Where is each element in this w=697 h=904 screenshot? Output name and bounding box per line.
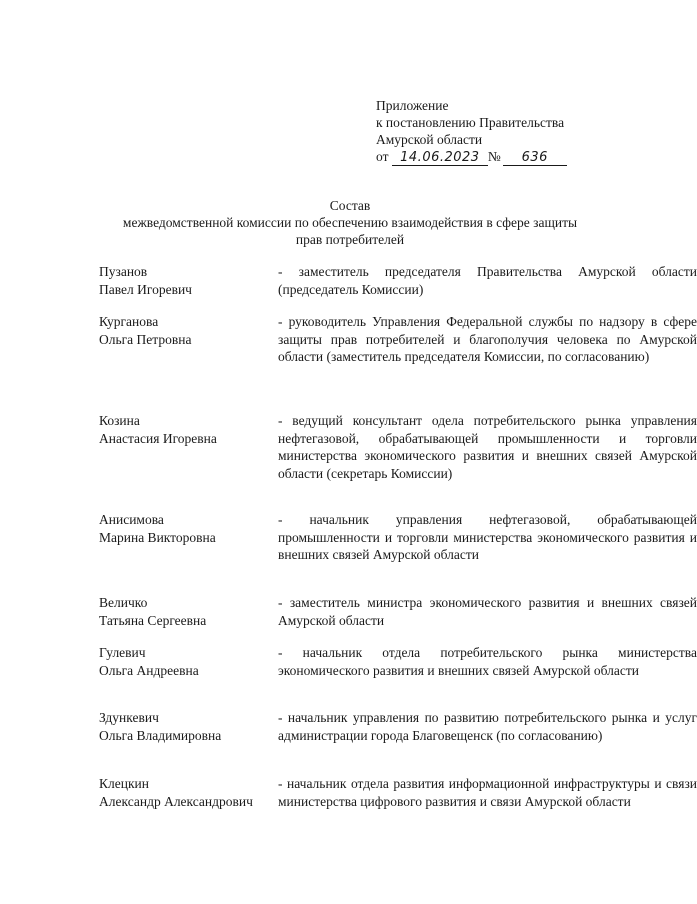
member-surname: Величко	[99, 595, 148, 610]
member-role: - заместитель министра экономического развития и внешних связей Амурской области	[278, 595, 697, 628]
member-surname: Здункевич	[99, 710, 159, 725]
appendix-block	[376, 97, 567, 166]
title-subtitle-line-1: межведомственной комиссии по обеспечению взаимодействия в сфере защиты	[122, 215, 578, 230]
member-surname: Пузанов	[99, 264, 148, 279]
member-name	[99, 644, 274, 679]
appendix-line-3: Амурской области	[376, 132, 483, 147]
member-surname: Курганова	[99, 314, 159, 329]
member-given-name: Александр Александрович	[99, 793, 253, 809]
member-name	[99, 412, 274, 447]
member-surname: Гулевич	[99, 645, 146, 660]
title-heading: Состав	[329, 198, 371, 213]
member-given-name: Павел Игоревич	[99, 281, 192, 297]
member-role: - начальник отдела развития информационной инфраструктуры и связи министерства цифрового развития и связи Амурской области	[278, 776, 697, 809]
member-role: - начальник отдела потребительского рынка министерства экономического развития и внешних связей Амурской области	[278, 645, 697, 678]
member-given-name: Ольга Андреевна	[99, 662, 199, 678]
document-title	[90, 197, 610, 248]
member-given-name: Ольга Владимировна	[99, 727, 222, 743]
title-subtitle-line-2: прав потребителей	[295, 232, 405, 247]
appendix-line-1: Приложение	[376, 98, 449, 113]
member-name	[99, 775, 274, 810]
order-date-line	[376, 148, 567, 166]
handwritten-date: 14.06.2023	[392, 151, 488, 166]
member-name	[99, 263, 274, 298]
member-surname: Клецкин	[99, 776, 149, 791]
member-name	[99, 709, 274, 744]
member-role: - ведущий консультант одела потребительского рынка управления нефтегазовой, обрабатывающей промышленности и торговли министерства экономического развития и внешних связей Амурской области (секретарь Комиссии)	[278, 413, 697, 481]
member-given-name: Татьяна Сергеевна	[99, 612, 207, 628]
member-given-name: Марина Викторовна	[99, 529, 216, 545]
member-given-name: Ольга Петровна	[99, 331, 192, 347]
member-role: - начальник управления по развитию потребительского рынка и услуг администрации города Благовещенск (по согласованию)	[278, 710, 697, 743]
member-name	[99, 511, 274, 546]
member-role: - заместитель председателя Правительства Амурской области (председатель Комиссии)	[278, 264, 697, 297]
handwritten-number: 636	[503, 151, 567, 166]
member-given-name: Анастасия Игоревна	[99, 430, 217, 446]
member-surname: Анисимова	[99, 512, 164, 527]
appendix-line-2: к постановлению Правительства	[376, 115, 565, 130]
number-sign: №	[487, 149, 501, 164]
date-prefix: от	[376, 149, 389, 164]
member-name	[99, 313, 274, 348]
member-name	[99, 594, 274, 629]
member-role: - руководитель Управления Федеральной службы по надзору в сфере защиты прав потребителей и благополучия человека по Амурской области (заместитель председателя Комиссии, по согласованию)	[278, 314, 697, 364]
member-surname: Козина	[99, 413, 140, 428]
member-role: - начальник управления нефтегазовой, обрабатывающей промышленности и торговли министерства экономического развития и внешних связей Амурской области	[278, 512, 697, 562]
